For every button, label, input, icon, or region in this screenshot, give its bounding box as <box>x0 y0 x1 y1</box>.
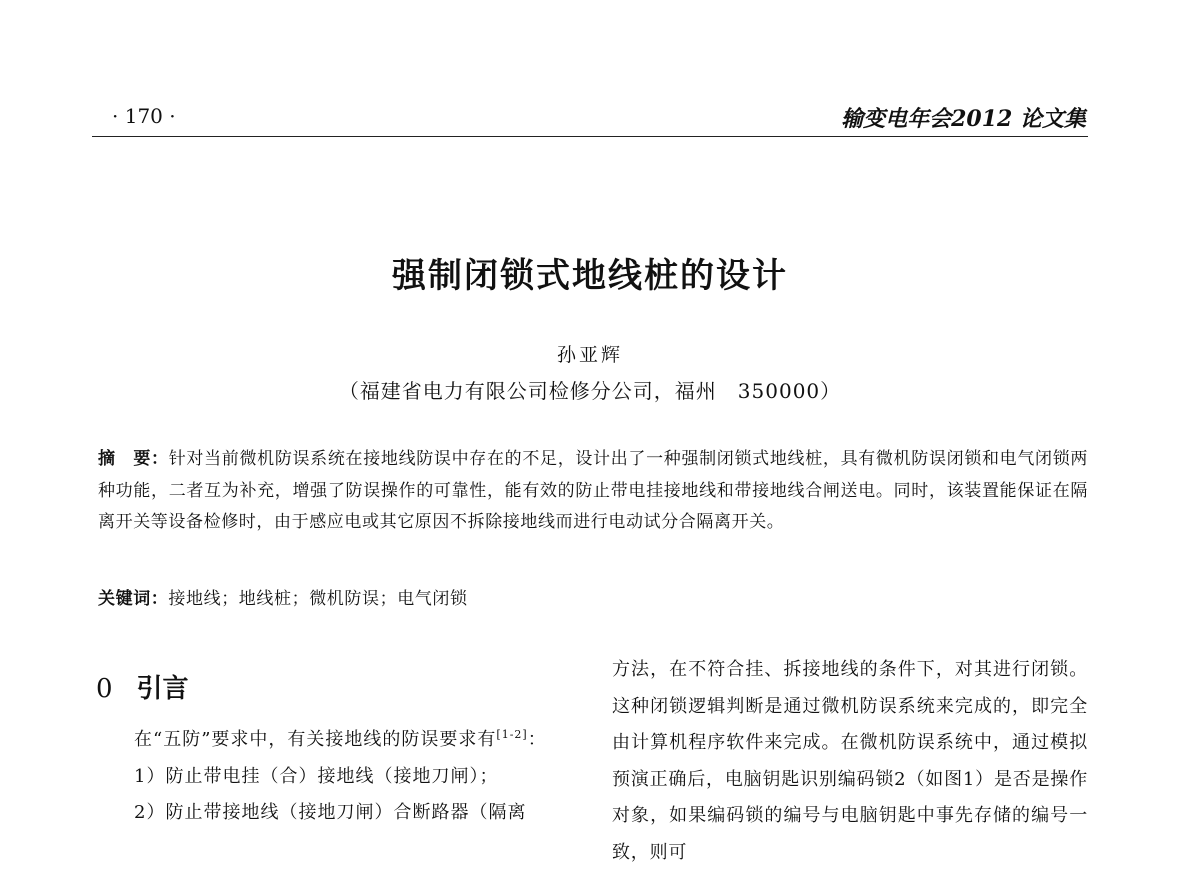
section-title: 引言 <box>136 674 189 704</box>
list-item: 1）防止带电挂（合）接地线（接地刀闸）； <box>134 765 499 787</box>
keywords-label: 关键词： <box>98 589 169 609</box>
list-item: 2）防止带接地线（接地刀闸）合断路器（隔离 <box>134 802 527 823</box>
keywords-text: 接地线；地线桩；微机防误；电气闭锁 <box>168 589 468 609</box>
citation-ref: [1-2] <box>496 728 528 741</box>
intro-text: 在“五防”要求中，有关接地线的防误要求有 <box>134 729 497 750</box>
running-title: 输变电年会2012 论文集 <box>841 106 1086 132</box>
right-column <box>612 652 1088 871</box>
left-column <box>98 722 580 832</box>
affiliation: （福建省电力有限公司检修分公司，福州 350000） <box>338 379 842 403</box>
intro-colon: ： <box>527 729 547 750</box>
right-column-text: 方法，在不符合挂、拆接地线的条件下，对其进行闭锁。这种闭锁逻辑判断是通过微机防误系统来完成的，即完全由计算机程序软件来完成。在微机防误系统中，通过模拟预演正确后，电脑钥匙识别编码锁2（如图1）是否是操作对象，如果编码锁的编号与电脑钥匙中事先存储的编号一致，则可 <box>612 659 1088 863</box>
section-heading <box>96 668 189 705</box>
abstract <box>98 444 1088 539</box>
paper-title: 强制闭锁式地线桩的设计 <box>392 256 788 296</box>
abstract-label: 摘 要： <box>98 449 169 469</box>
page-number: · 170 · <box>112 104 176 128</box>
author: 孙亚辉 <box>556 344 623 366</box>
section-number: 0 <box>96 674 113 704</box>
intro-paragraph <box>98 722 580 759</box>
abstract-text: 针对当前微机防误系统在接地线防误中存在的不足，设计出了一种强制闭锁式地线桩，具有微机防误闭锁和电气闭锁两种功能，二者互为补充，增强了防误操作的可靠性，能有效的防止带电挂接地线和带接地线合闸送电。同时，该装置能保证在隔离开关等设备检修时，由于感应电或其它原因不拆除接地线而进行电动试分合隔离开关。 <box>98 449 1089 532</box>
header-rule <box>92 136 1088 137</box>
keywords <box>98 584 1088 616</box>
